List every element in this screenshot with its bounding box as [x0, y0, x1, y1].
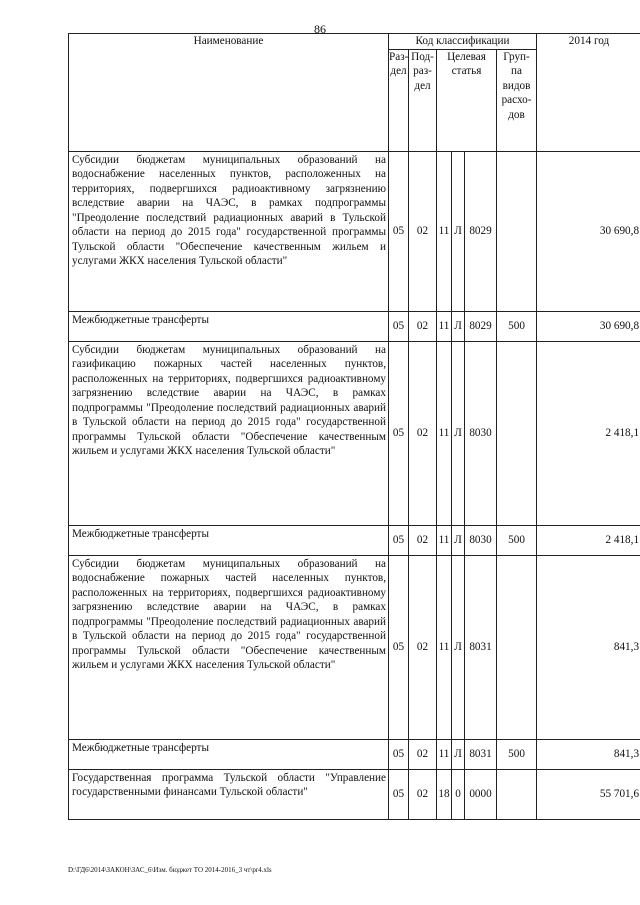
- row-expense-group: 500: [497, 311, 537, 341]
- row-target-subprogram: Л: [452, 311, 465, 341]
- table-row: [69, 739, 640, 769]
- row-subsection: 02: [409, 555, 437, 739]
- table-row: [69, 311, 640, 341]
- table-row: [69, 555, 640, 739]
- row-target-subprogram: 0: [452, 769, 465, 819]
- table-row: [69, 341, 640, 525]
- row-target-code: 8031: [465, 555, 497, 739]
- row-amount: 30 690,8: [537, 311, 640, 341]
- row-target-program: 11: [437, 341, 452, 525]
- row-name: Межбюджетные трансферты: [69, 739, 389, 769]
- row-subsection: 02: [409, 341, 437, 525]
- row-section: 05: [389, 311, 409, 341]
- row-target-program: 11: [437, 739, 452, 769]
- row-name: Государственная программа Тульской области "Управление государственными финансами Тульской области": [69, 769, 389, 819]
- row-subsection: 02: [409, 311, 437, 341]
- row-amount: 2 418,1: [537, 341, 640, 525]
- page-number: 86: [314, 22, 326, 36]
- header-code: Код классификации: [389, 34, 537, 50]
- budget-table: [68, 33, 640, 820]
- row-target-program: 18: [437, 769, 452, 819]
- row-expense-group: 500: [497, 525, 537, 555]
- row-target-subprogram: Л: [452, 151, 465, 311]
- row-target-subprogram: Л: [452, 555, 465, 739]
- row-amount: 841,3: [537, 739, 640, 769]
- table-row: [69, 525, 640, 555]
- row-amount: 2 418,1: [537, 525, 640, 555]
- row-subsection: 02: [409, 151, 437, 311]
- row-subsection: 02: [409, 769, 437, 819]
- row-name: Субсидии бюджетам муниципальных образований на водоснабжение населенных пунктов, расположенных на территориях, подвергшихся радиоактивному загрязнению вследствие аварии на ЧАЭС, в рамках подпрограммы "Преодоление последствий радиационных аварий в Тульской области на период до 2015 года" государственной программы Тульской области "Обеспечение качественным жильем и услугами ЖКХ населения Тульской области": [69, 151, 389, 311]
- header-year: 2014 год: [537, 34, 640, 152]
- row-target-code: 8029: [465, 311, 497, 341]
- row-target-subprogram: Л: [452, 341, 465, 525]
- row-expense-group: 500: [497, 739, 537, 769]
- header-target: Целевая статья: [437, 49, 497, 151]
- row-expense-group: [497, 555, 537, 739]
- table-row: [69, 769, 640, 819]
- row-amount: 30 690,8: [537, 151, 640, 311]
- row-name: Субсидии бюджетам муниципальных образований на водоснабжение пожарных частей населенных пунктов, расположенных на территориях, подвергшихся радиоактивному загрязнению вследствие аварии на ЧАЭС, в рамках подпрограммы "Преодоление последствий радиационных аварий в Тульской области на период до 2015 года" государственной программы Тульской области "Обеспечение качественным жильем и услугами ЖКХ населения Тульской области": [69, 555, 389, 739]
- row-section: 05: [389, 341, 409, 525]
- row-target-program: 11: [437, 311, 452, 341]
- row-target-code: 8031: [465, 739, 497, 769]
- row-target-program: 11: [437, 525, 452, 555]
- row-name: Межбюджетные трансферты: [69, 525, 389, 555]
- row-expense-group: [497, 341, 537, 525]
- row-amount: 55 701,6: [537, 769, 640, 819]
- row-target-code: 0000: [465, 769, 497, 819]
- row-target-program: 11: [437, 151, 452, 311]
- row-expense-group: [497, 151, 537, 311]
- header-name: Наименование: [69, 34, 389, 152]
- row-section: 05: [389, 151, 409, 311]
- row-section: 05: [389, 555, 409, 739]
- row-subsection: 02: [409, 525, 437, 555]
- row-expense-group: [497, 769, 537, 819]
- row-subsection: 02: [409, 739, 437, 769]
- row-target-code: 8030: [465, 525, 497, 555]
- row-target-program: 11: [437, 555, 452, 739]
- header-group: Груп- па видов расхо- дов: [497, 49, 537, 151]
- header-subsection: Под- раз- дел: [409, 49, 437, 151]
- file-path: D:\ГД6\2014\ЗАКОН\ЗАС_6\Изм. бюджет ТО 2014-2016_3 чт\pr4.xls: [68, 866, 272, 874]
- row-name: Межбюджетные трансферты: [69, 311, 389, 341]
- row-target-subprogram: Л: [452, 525, 465, 555]
- header-section: Раз- дел: [389, 49, 409, 151]
- row-name: Субсидии бюджетам муниципальных образований на газификацию пожарных частей населенных пунктов, расположенных на территориях, подвергшихся радиоактивному загрязнению вследствие аварии на ЧАЭС, в рамках подпрограммы "Преодоление последствий радиационных аварий в Тульской области на период до 2015 года" государственной программы Тульской области "Обеспечение качественным жильем и услугами ЖКХ населения Тульской области": [69, 341, 389, 525]
- row-target-code: 8029: [465, 151, 497, 311]
- table-row: [69, 151, 640, 311]
- row-target-subprogram: Л: [452, 739, 465, 769]
- row-amount: 841,3: [537, 555, 640, 739]
- row-section: 05: [389, 739, 409, 769]
- row-section: 05: [389, 769, 409, 819]
- row-target-code: 8030: [465, 341, 497, 525]
- row-section: 05: [389, 525, 409, 555]
